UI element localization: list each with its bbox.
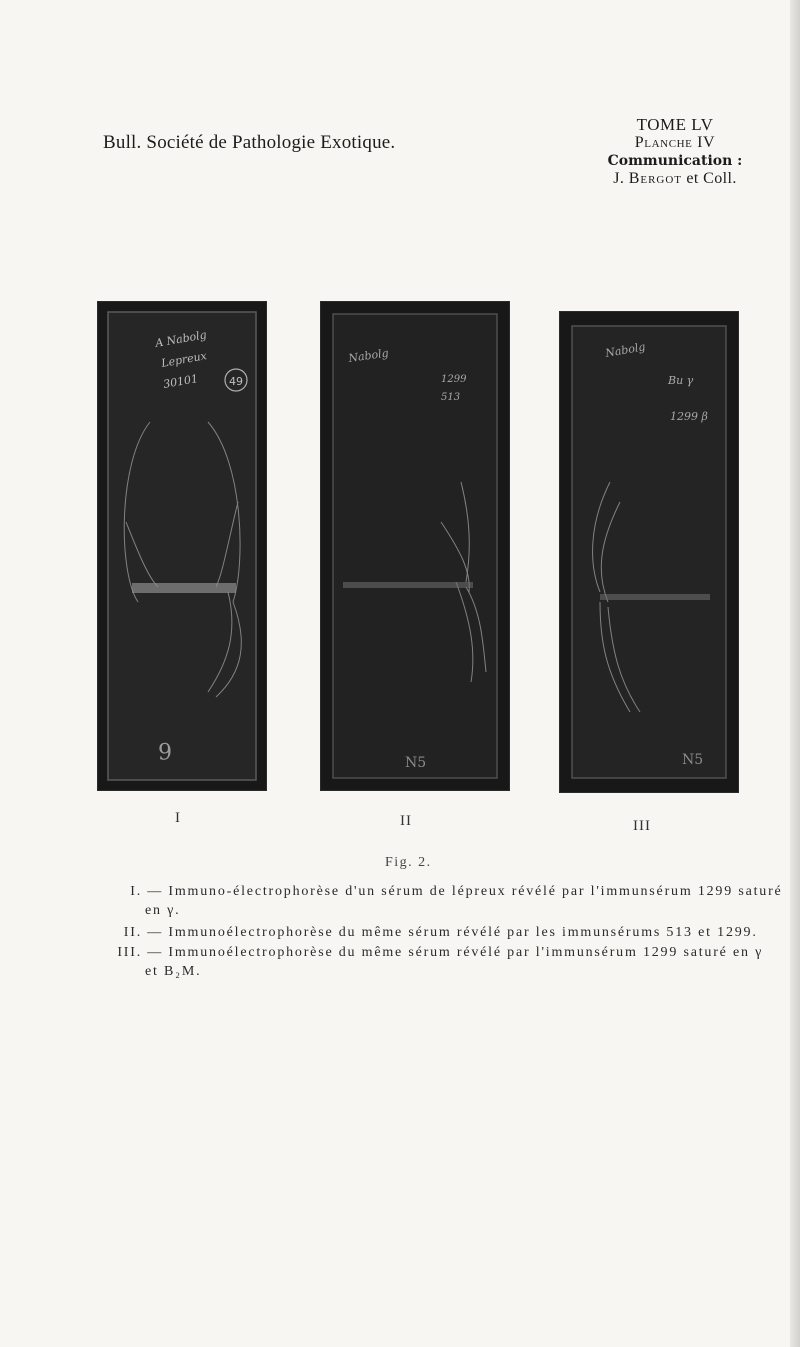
caption-i-continuation: en γ.	[145, 903, 181, 918]
caption-ii-text: — Immunoélectrophorèse du même sérum révélé par les immunsérums 513 et 1299.	[142, 925, 758, 940]
caption-ii	[100, 925, 780, 941]
plate-i-label: I	[175, 810, 181, 826]
plate-ii-label: II	[400, 813, 412, 829]
plate-iii-photo	[560, 312, 738, 792]
plate-iii-label: III	[633, 818, 651, 834]
tome-number: TOME LV	[636, 115, 714, 134]
plate-iii-handwriting-2: Bu γ	[668, 374, 694, 387]
plate-number: Planche IV	[634, 134, 716, 151]
communication-label: Communication :	[607, 153, 743, 169]
plate-iii-handwriting-3: 1299 β	[670, 410, 708, 423]
figure-title: Fig. 2.	[385, 855, 432, 870]
caption-iii	[100, 945, 780, 961]
plate-i-handwriting-3: 30101	[162, 372, 199, 391]
plate-ii-handwriting-1: Nabolg	[347, 346, 390, 365]
journal-title: Bull. Société de Pathologie Exotique.	[103, 132, 396, 153]
plate-header	[590, 116, 760, 188]
plate-i-circle-number: 49	[229, 375, 243, 388]
plate-ii-handwriting-2: 1299	[441, 374, 467, 385]
authors: J. Bergot et Coll.	[613, 170, 737, 187]
caption-iii-number: III.	[117, 945, 142, 960]
plate-i-handwriting-2: Lepreux	[160, 349, 208, 370]
plate-i-bottom-mark: 6	[158, 737, 172, 762]
page-edge	[790, 0, 800, 1347]
plate-i-handwriting-1: A Nabolg	[154, 328, 208, 350]
caption-iii-text: — Immunoélectrophorèse du même sérum révélé par l'immunsérum 1299 saturé en γ	[142, 945, 764, 960]
plate-i-photo	[98, 302, 266, 790]
caption-iii-continuation: et B₂M.	[145, 964, 202, 979]
plate-iii-bottom-mark: N5	[682, 752, 704, 768]
author-name: Bergot	[628, 170, 683, 187]
caption-i-text: — Immuno-électrophorèse d'un sérum de lépreux révélé par l'immunsérum 1299 saturé	[142, 884, 783, 899]
caption-i	[100, 884, 783, 900]
caption-i-number: I.	[130, 884, 142, 899]
plate-iii-handwriting-1: Nabolg	[604, 340, 647, 360]
plate-ii-bottom-mark: N5	[405, 755, 427, 771]
plate-ii-photo	[321, 302, 509, 790]
caption-ii-number: II.	[123, 925, 142, 940]
plate-ii-handwriting-3: 513	[441, 392, 461, 403]
